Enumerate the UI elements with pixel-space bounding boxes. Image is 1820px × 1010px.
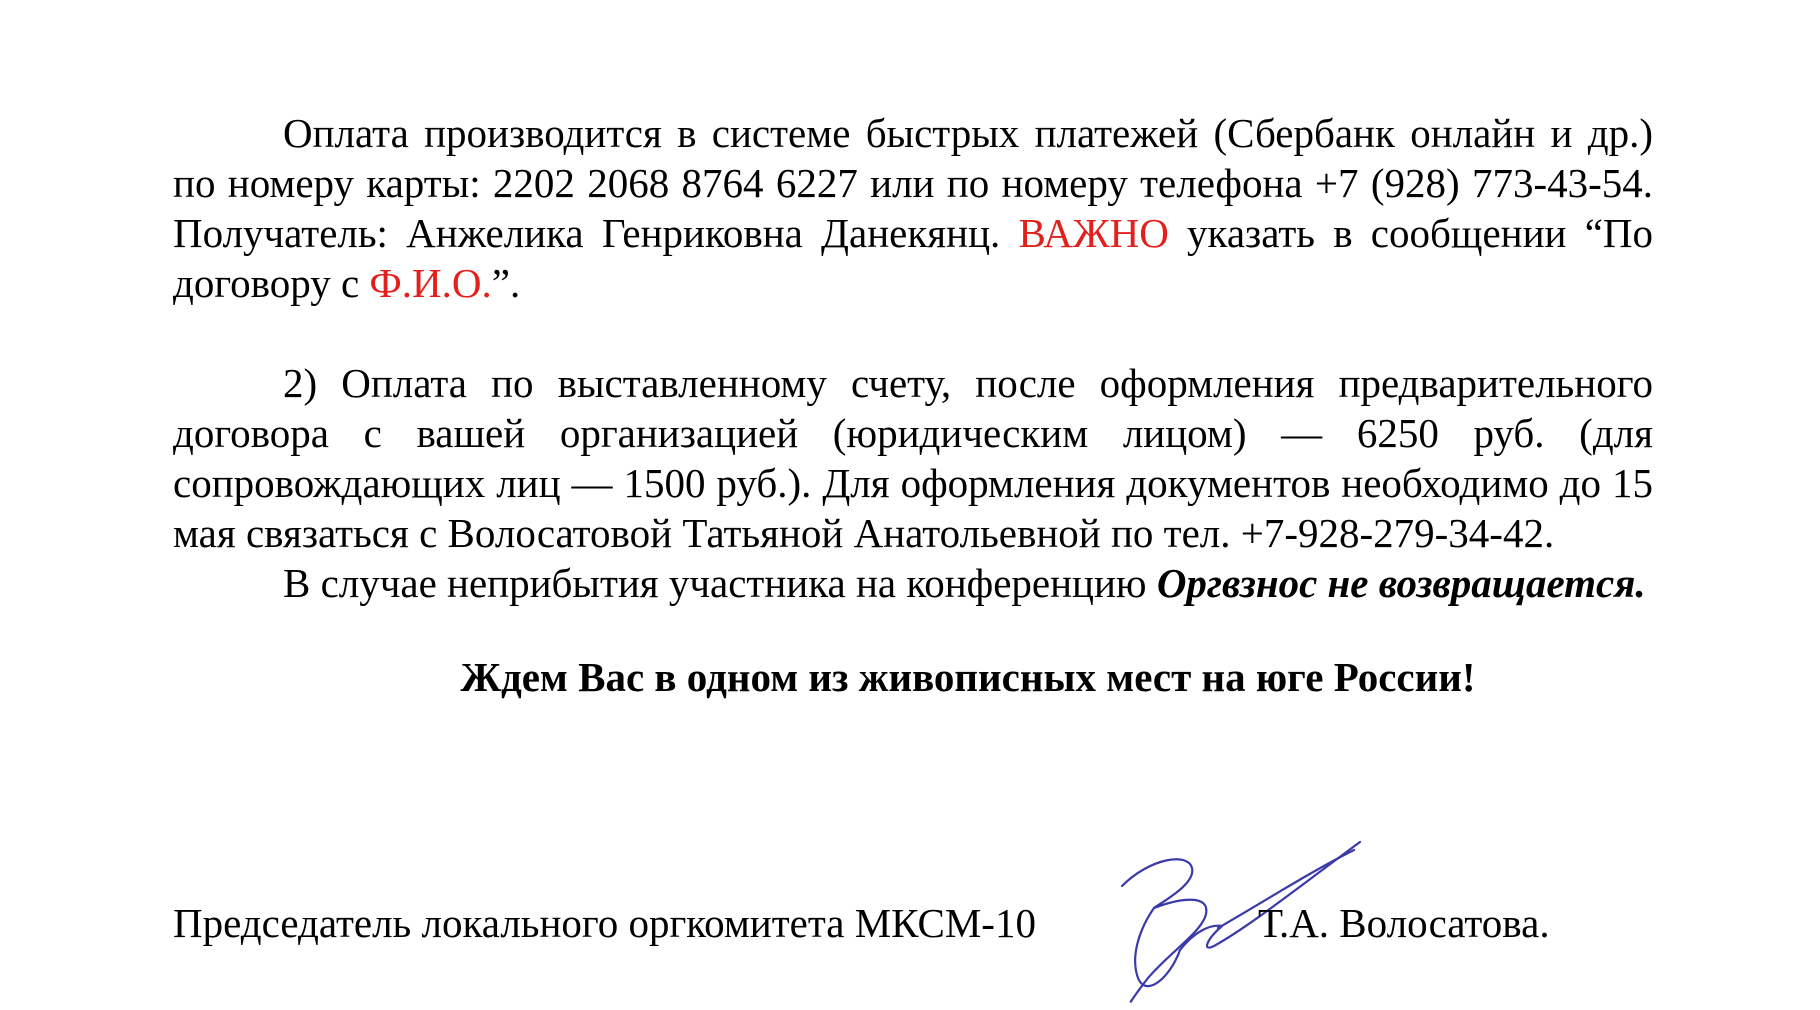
signatory-name: Т.А. Волосатова. [1258, 900, 1550, 946]
non-arrival-paragraph [173, 558, 1653, 608]
payment-paragraph-sbp [173, 108, 1653, 308]
document-body [173, 108, 1653, 702]
chairman-title: Председатель локального оргкомитета МКСМ-10 [173, 900, 1036, 946]
non-arrival-text: В случае неприбытия участника на конференцию [283, 560, 1157, 606]
payment-text-3: ”. [491, 260, 521, 306]
invoice-text: 2) Оплата по выставленному счету, после оформления предварительного договора с вашей организацией (юридическим лицом) — 6250 руб. (для сопровождающих лиц — 1500 руб.). Для оформления документов необходимо до 15 мая связаться с Волосатовой Татьяной Анатольевной по тел. +7-928-279-34-42. [173, 360, 1653, 556]
closing-line: Ждем Вас в одном из живописных мест на юге России! [460, 654, 1476, 700]
no-refund-notice: Оргвзнос не возвращается. [1156, 560, 1646, 606]
paragraph-gap [173, 608, 1653, 652]
payment-paragraph-invoice [173, 358, 1653, 558]
fio-label: Ф.И.О. [369, 260, 492, 306]
payment-text-2: указать в сообщении “По договору с [173, 210, 1653, 306]
important-label: ВАЖНО [1018, 210, 1169, 256]
paragraph-gap [173, 308, 1653, 358]
payment-text-1: Оплата производится в системе быстрых платежей (Сбербанк онлайн и др.) по номеру карты: 2202 2068 8764 6227 или по номеру телефона +7 (928) 773-43-54. Получатель: Анжелика Генриковна Данекянц. [173, 110, 1653, 256]
